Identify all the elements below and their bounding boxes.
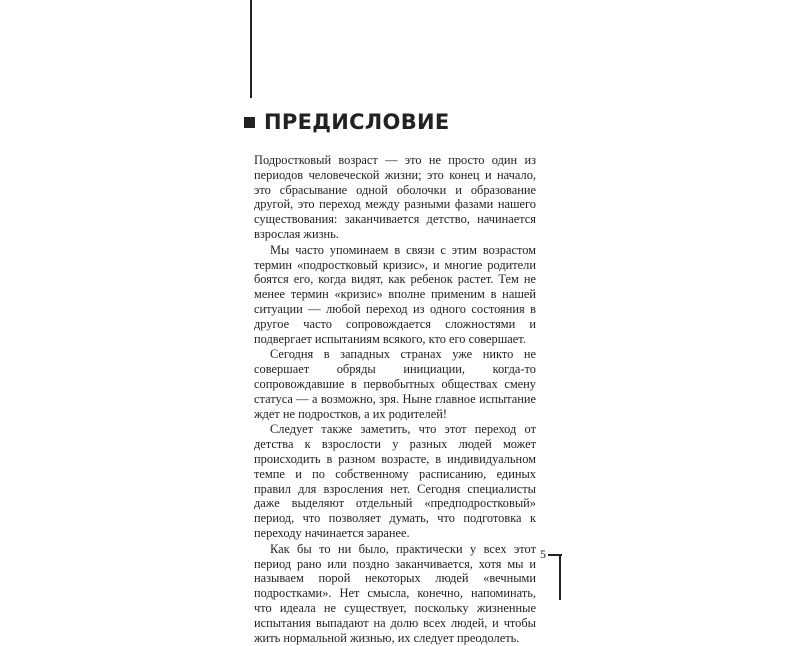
paragraph-4: Следует также заметить, что этот переход от детства к взрослости у разных людей может происходить в разном возрасте, в индивидуальном темпе и по собственному расписанию, единых правил для взросления нет. Сегодня специалисты даже выделяют отдельный «предподростковый» период, что позволяет думать, что подготовка к переходу начинается заранее. [254,422,536,540]
body-text [254,153,536,646]
paragraph-5: Как бы то ни было, практически у всех этот период рано или поздно заканчивается, хотя мы и называем порой некоторых людей «вечными подростками». Нет смысла, конечно, напоминать, что идеала не существует, поскольку жизненные испытания выпадают на долю всех людей, и чтобы жить нормальной жизнью, их следует преодолеть. [254,541,536,645]
chapter-title: ПРЕДИСЛОВИЕ [264,110,450,134]
square-bullet-icon [244,117,255,128]
page-number-rule-vertical [559,556,561,600]
page-number: 5 [540,547,546,561]
paragraph-1: Подростковый возраст — это не просто один из периодов человеческой жизни; это конец и начало, это сбрасывание одной оболочки и образование другой, это переход между разными фазами нашего существования: заканчивается детство, начинается взрослая жизнь. [254,153,536,241]
paragraph-2: Мы часто упоминаем в связи с этим возрастом термин «подростковый кризис», и многие родители боятся его, когда видят, как ребенок растет. Тем не менее термин «кризис» вполне применим в нашей ситуации — любой переход из одного состояния в другое часто сопровождается сложностями и подвергает испытаниям всякого, кто его совершает. [254,242,536,346]
top-vertical-rule [250,0,252,98]
chapter-heading [244,110,450,134]
paragraph-3: Сегодня в западных странах уже никто не совершает обряды инициации, когда-то сопровождавшие в первобытных обществах смену статуса — а возможно, зря. Ныне главное испытание ждет не подростков, а их родителей! [254,347,536,421]
